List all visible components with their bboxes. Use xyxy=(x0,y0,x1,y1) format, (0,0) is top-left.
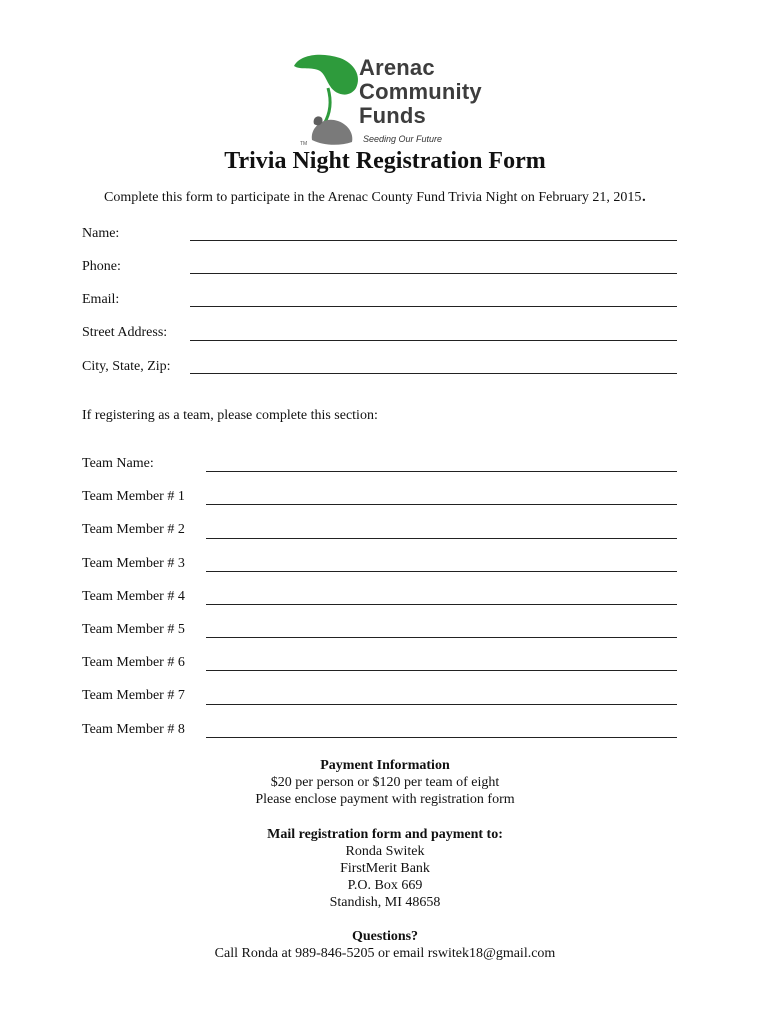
trademark-mark: TM xyxy=(300,141,308,147)
team-member-7-field[interactable] xyxy=(206,704,677,705)
phone-field[interactable] xyxy=(190,273,677,274)
team-member-7-label: Team Member # 7 xyxy=(82,688,185,703)
city-state-zip-field[interactable] xyxy=(190,373,677,374)
team-member-6-field[interactable] xyxy=(206,670,677,671)
team-member-6-label: Team Member # 6 xyxy=(82,655,185,670)
payment-price: $20 per person or $120 per team of eight xyxy=(270,775,500,790)
stem-shape xyxy=(324,88,330,124)
logo-text-funds: Funds xyxy=(359,103,426,128)
team-member-8-label: Team Member # 8 xyxy=(82,722,185,737)
team-member-5-label: Team Member # 5 xyxy=(82,622,185,637)
email-field[interactable] xyxy=(190,306,677,307)
team-member-4-label: Team Member # 4 xyxy=(82,589,185,604)
intro-period: . xyxy=(641,184,647,206)
mail-city: Standish, MI 48658 xyxy=(329,895,441,910)
team-member-1-label: Team Member # 1 xyxy=(82,489,185,504)
payment-info xyxy=(0,757,770,808)
mail-po-box: P.O. Box 669 xyxy=(347,878,423,893)
arenac-logo xyxy=(288,52,488,152)
mail-recipient: Ronda Switek xyxy=(345,844,425,859)
intro-text xyxy=(104,184,647,206)
mail-bank: FirstMerit Bank xyxy=(340,861,430,876)
team-member-3-field[interactable] xyxy=(206,571,677,572)
payment-instruction: Please enclose payment with registration form xyxy=(255,792,515,807)
questions-block xyxy=(0,928,770,962)
phone-label: Phone: xyxy=(82,259,121,274)
team-name-field[interactable] xyxy=(206,471,677,472)
street-address-field[interactable] xyxy=(190,340,677,341)
team-member-8-field[interactable] xyxy=(206,737,677,738)
name-label: Name: xyxy=(82,226,120,241)
email-label: Email: xyxy=(82,292,120,307)
mail-heading: Mail registration form and payment to: xyxy=(267,827,503,842)
page-title: Trivia Night Registration Form xyxy=(224,148,546,174)
team-member-2-label: Team Member # 2 xyxy=(82,522,185,537)
team-member-5-field[interactable] xyxy=(206,637,677,638)
logo-text-community: Community xyxy=(359,79,482,104)
team-member-4-field[interactable] xyxy=(206,604,677,605)
logo-text-arenac: Arenac xyxy=(359,55,435,80)
questions-heading: Questions? xyxy=(351,929,419,944)
intro-sentence: Complete this form to participate in the Arenac County Fund Trivia Night on February 21, 2015 xyxy=(104,190,642,205)
mailing-address xyxy=(0,826,770,911)
team-section-note: If registering as a team, please complete this section: xyxy=(82,408,378,423)
street-address-label: Street Address: xyxy=(82,325,168,340)
city-state-zip-label: City, State, Zip: xyxy=(82,359,171,374)
payment-heading: Payment Information xyxy=(320,758,450,773)
team-member-1-field[interactable] xyxy=(206,504,677,505)
leaf-sprout-icon xyxy=(288,52,368,152)
team-member-3-label: Team Member # 3 xyxy=(82,556,185,571)
leaf-shape xyxy=(294,55,358,95)
logo-tagline: Seeding Our Future xyxy=(363,134,443,144)
name-field[interactable] xyxy=(190,240,677,241)
questions-contact: Call Ronda at 989-846-5205 or email rswitek18@gmail.com xyxy=(214,946,556,961)
team-member-2-field[interactable] xyxy=(206,538,677,539)
team-name-label: Team Name: xyxy=(82,456,154,471)
